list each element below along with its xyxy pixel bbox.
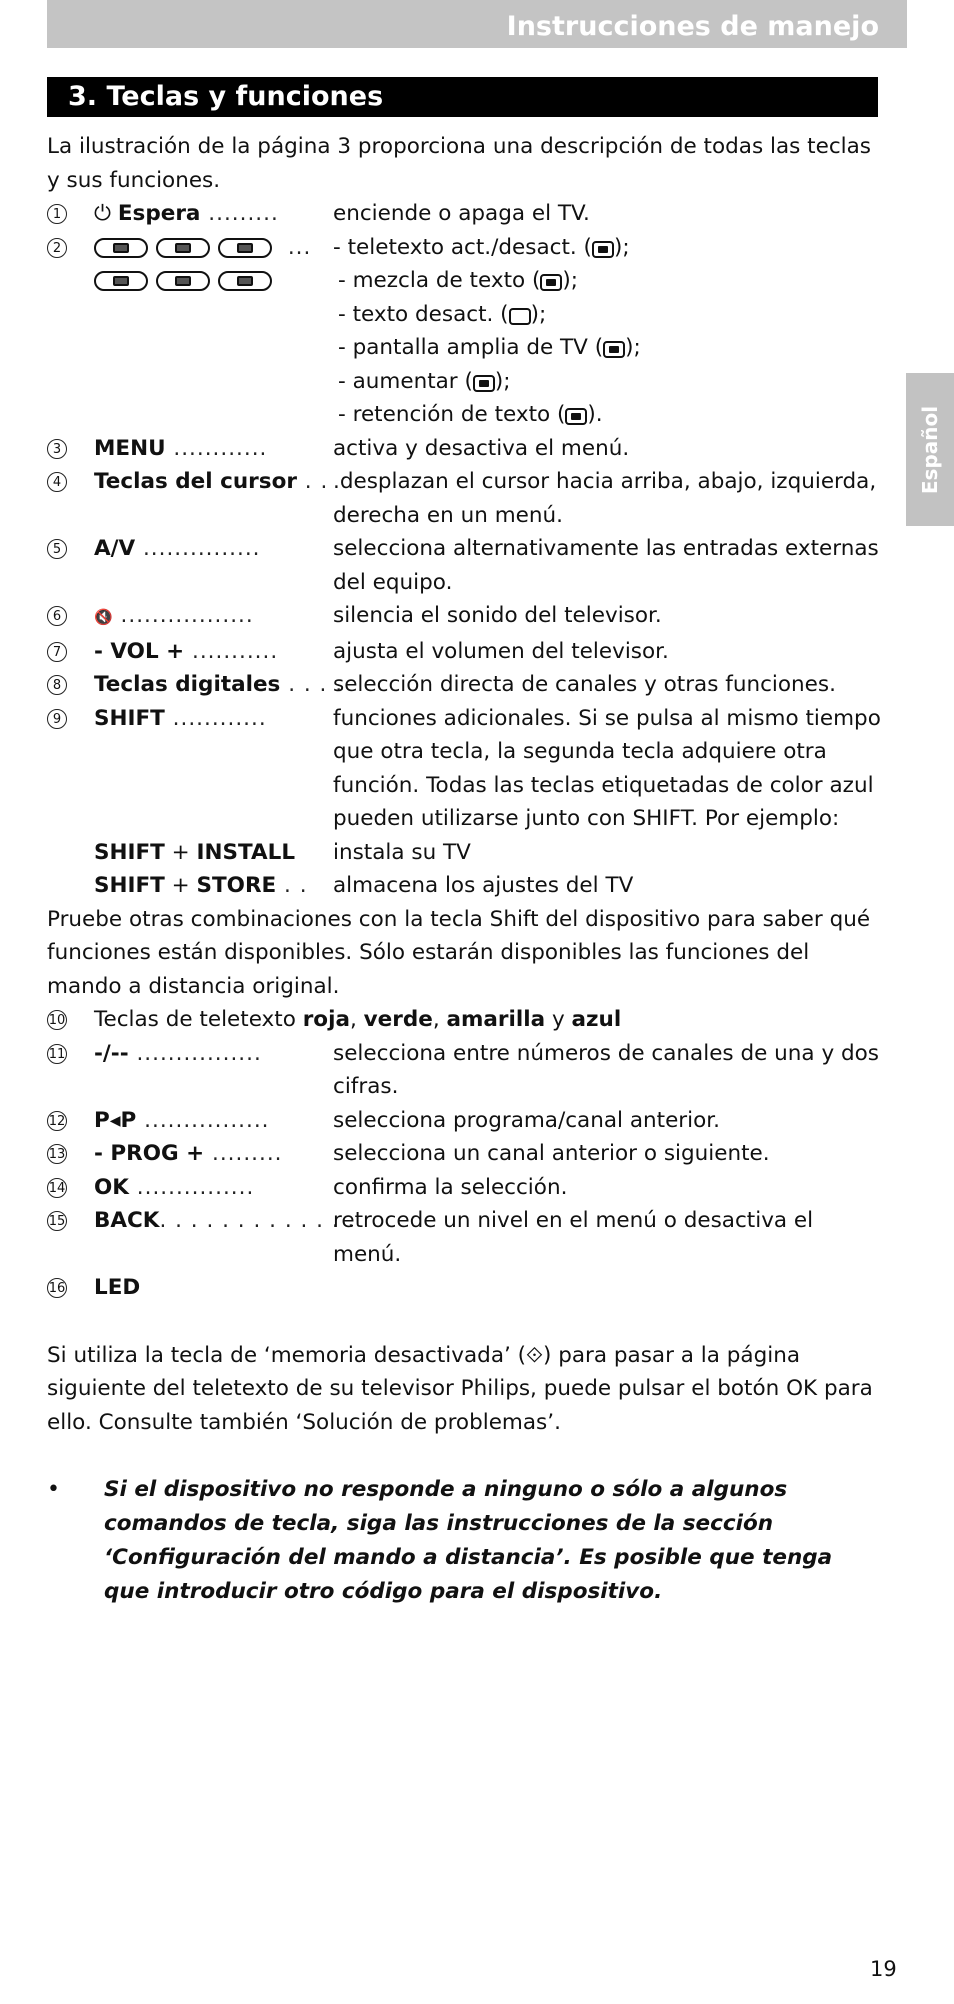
key-description: .desplazan el cursor hacia arriba, abajo, izquierda, derecha en un menú. bbox=[333, 469, 877, 528]
key-name: Teclas digitales bbox=[94, 672, 281, 697]
item-number: 9 bbox=[47, 709, 67, 729]
language-tab bbox=[906, 373, 954, 526]
section-title: 3. Teclas y funciones bbox=[68, 81, 384, 112]
content bbox=[47, 130, 882, 1609]
key-name: -/-- bbox=[94, 1040, 129, 1066]
header-band bbox=[47, 0, 907, 48]
text-off-key-icon bbox=[218, 238, 272, 258]
text-off-icon bbox=[509, 308, 531, 325]
shift-note: Pruebe otras combinaciones con la tecla Shift del dispositivo para saber qué funciones están disponibles. Sólo estarán disponibles las funciones del mando a distancia original. bbox=[47, 906, 871, 999]
key-name: OK bbox=[94, 1174, 129, 1200]
key-name: - PROG + bbox=[94, 1141, 205, 1166]
teletext-icon bbox=[592, 241, 614, 258]
key-item-ok: 14 OK ............... confirma la selección. bbox=[47, 1171, 882, 1205]
item-number: 3 bbox=[47, 439, 67, 459]
key-name: MENU bbox=[94, 435, 166, 461]
key-name: Teclas del cursor bbox=[94, 469, 297, 494]
key-description: enciende o apaga el TV. bbox=[333, 201, 590, 226]
key-description: retrocede un nivel en el menú o desactiva el menú. bbox=[333, 1208, 814, 1267]
item-number: 1 bbox=[47, 204, 67, 224]
key-item-previous-program: 12 P◂P ................ selecciona programa/canal anterior. bbox=[47, 1104, 882, 1138]
key-name: - VOL + bbox=[94, 638, 185, 664]
warning-notice bbox=[47, 1473, 882, 1609]
key-item-led bbox=[47, 1271, 882, 1305]
key-item-color-keys: 10 Teclas de teletexto roja, verde, amarilla y azul bbox=[48, 1007, 622, 1032]
shift-combo-install: SHIFT + INSTALL instala su TV bbox=[47, 836, 882, 870]
key-description: silencia el sonido del televisor. bbox=[333, 603, 662, 628]
key-item-menu: 3 MENU ............ activa y desactiva el menú. bbox=[47, 432, 882, 466]
intro-text: La ilustración de la página 3 proporciona una descripción de todas las teclas y sus funciones. bbox=[47, 134, 872, 193]
key-item-cursor: 4 Teclas del cursor . . .desplazan el cursor hacia arriba, abajo, izquierda, derecha en un menú. bbox=[47, 465, 882, 532]
item-number: 14 bbox=[47, 1178, 67, 1198]
key-description: selecciona un canal anterior o siguiente. bbox=[333, 1141, 770, 1166]
key-item-av: 5 A/V ............... selecciona alternativamente las entradas externas del equipo. bbox=[47, 532, 882, 599]
teletext-line: - aumentar ( ); bbox=[338, 368, 511, 394]
teletext-line: - teletexto act./desact. ( ); bbox=[333, 234, 630, 260]
item-number: 12 bbox=[47, 1111, 67, 1131]
bullet: • bbox=[47, 1477, 60, 1502]
wide-screen-key-icon bbox=[94, 271, 148, 291]
teletext-on-key-icon bbox=[94, 238, 148, 258]
text-mix-key-icon bbox=[156, 238, 210, 258]
key-description: confirma la selección. bbox=[333, 1174, 568, 1200]
enlarge-icon bbox=[473, 375, 495, 392]
page-number: 19 bbox=[870, 1957, 897, 1981]
language-tab-label: Español bbox=[918, 405, 942, 494]
key-name: A/V bbox=[94, 536, 136, 561]
section-title-bar bbox=[47, 77, 878, 117]
key-item-digits: 8 Teclas digitales . . . . selección directa de canales y otras funciones. bbox=[47, 668, 882, 702]
item-number: 8 bbox=[47, 675, 67, 695]
key-name: Espera bbox=[117, 201, 201, 226]
key-name: SHIFT bbox=[94, 705, 165, 731]
key-item-shift: 9 SHIFT ............ funciones adicionales. Si se pulsa al mismo tiempo que otra tecla, la segunda tecla adquiere otra función. Todas las teclas etiquetadas de color azul pueden utilizarse junto con SHIFT. Por ejemplo: bbox=[47, 702, 882, 836]
wide-screen-icon bbox=[603, 341, 625, 358]
warning-text: Si el dispositivo no responde a ninguno o sólo a algunos comandos de tecla, siga las instrucciones de la sección ‘Configuración del mando a distancia’. Es posible que tenga que introducir otro código para el dispositivo. bbox=[104, 1477, 833, 1604]
memory-note: Si utiliza la tecla de ‘memoria desactivada’ (⟐) para pasar a la página siguiente del teletexto de su televisor Philips, puede pulsar el botón OK para ello. Consulte también ‘Solución de problemas’. bbox=[47, 1342, 873, 1435]
teletext-line: - retención de texto ( ). bbox=[338, 402, 603, 427]
key-description: selecciona alternativamente las entradas externas del equipo. bbox=[333, 536, 879, 595]
item-number: 2 bbox=[47, 238, 67, 258]
key-item-back: 15 BACK. . . . . . . . . . . . . retrocede un nivel en el menú o desactiva el menú. bbox=[47, 1204, 882, 1271]
key-item-volume: 7 - VOL + ........... ajusta el volumen del televisor. bbox=[47, 635, 882, 669]
power-icon: ⏻ bbox=[94, 201, 112, 226]
item-number: 4 bbox=[47, 472, 67, 492]
key-description: selección directa de canales y otras funciones. bbox=[333, 672, 836, 697]
key-name: P◂P bbox=[94, 1107, 137, 1133]
key-name: LED bbox=[94, 1275, 141, 1300]
key-item-standby: 1 ⏻ Espera ......... enciende o apaga el TV. bbox=[47, 197, 882, 231]
key-description: funciones adicionales. Si se pulsa al mismo tiempo que otra tecla, la segunda tecla adquiere otra función. Todas las teclas etiquetadas de color azul pueden utilizarse junto con SHIFT. Por ejemplo: bbox=[333, 705, 881, 831]
key-description: almacena los ajustes del TV bbox=[333, 873, 634, 898]
item-number: 6 bbox=[47, 606, 67, 626]
key-name: BACK bbox=[94, 1208, 160, 1233]
teletext-line: - pantalla amplia de TV ( ); bbox=[338, 335, 641, 360]
item-number: 16 bbox=[47, 1278, 67, 1298]
key-description: activa y desactiva el menú. bbox=[333, 435, 630, 461]
key-item-teletext bbox=[47, 231, 882, 432]
header-title: Instrucciones de manejo bbox=[506, 11, 879, 42]
key-item-program: 13 - PROG + ......... selecciona un canal anterior o siguiente. bbox=[47, 1137, 882, 1171]
text-hold-key-icon bbox=[218, 271, 272, 291]
key-description: selecciona entre números de canales de una y dos cifras. bbox=[333, 1040, 880, 1099]
teletext-line: - mezcla de texto ( ); bbox=[338, 268, 579, 293]
item-number: 7 bbox=[47, 642, 67, 662]
key-item-digit-entry: 11 -/-- ................ selecciona entre números de canales de una y dos cifras. bbox=[47, 1037, 882, 1104]
item-number: 11 bbox=[47, 1044, 67, 1064]
key-description: selecciona programa/canal anterior. bbox=[333, 1107, 720, 1133]
teletext-key-icons: ... bbox=[94, 231, 333, 432]
teletext-line: - texto desact. ( ); bbox=[338, 301, 547, 327]
shift-combo-store: SHIFT + STORE . . almacena los ajustes del TV bbox=[47, 869, 882, 903]
key-item-mute: 6 🔇 ................. silencia el sonido del televisor. bbox=[47, 599, 882, 635]
text-hold-icon bbox=[565, 408, 587, 425]
item-number: 5 bbox=[47, 539, 67, 559]
item-number: 13 bbox=[47, 1144, 67, 1164]
key-description: ajusta el volumen del televisor. bbox=[333, 638, 669, 664]
enlarge-key-icon bbox=[156, 271, 210, 291]
text-mix-icon bbox=[540, 274, 562, 291]
mute-icon: 🔇 bbox=[94, 608, 113, 626]
item-number: 15 bbox=[47, 1211, 67, 1231]
item-number: 10 bbox=[47, 1010, 67, 1030]
key-description: instala su TV bbox=[333, 839, 471, 865]
